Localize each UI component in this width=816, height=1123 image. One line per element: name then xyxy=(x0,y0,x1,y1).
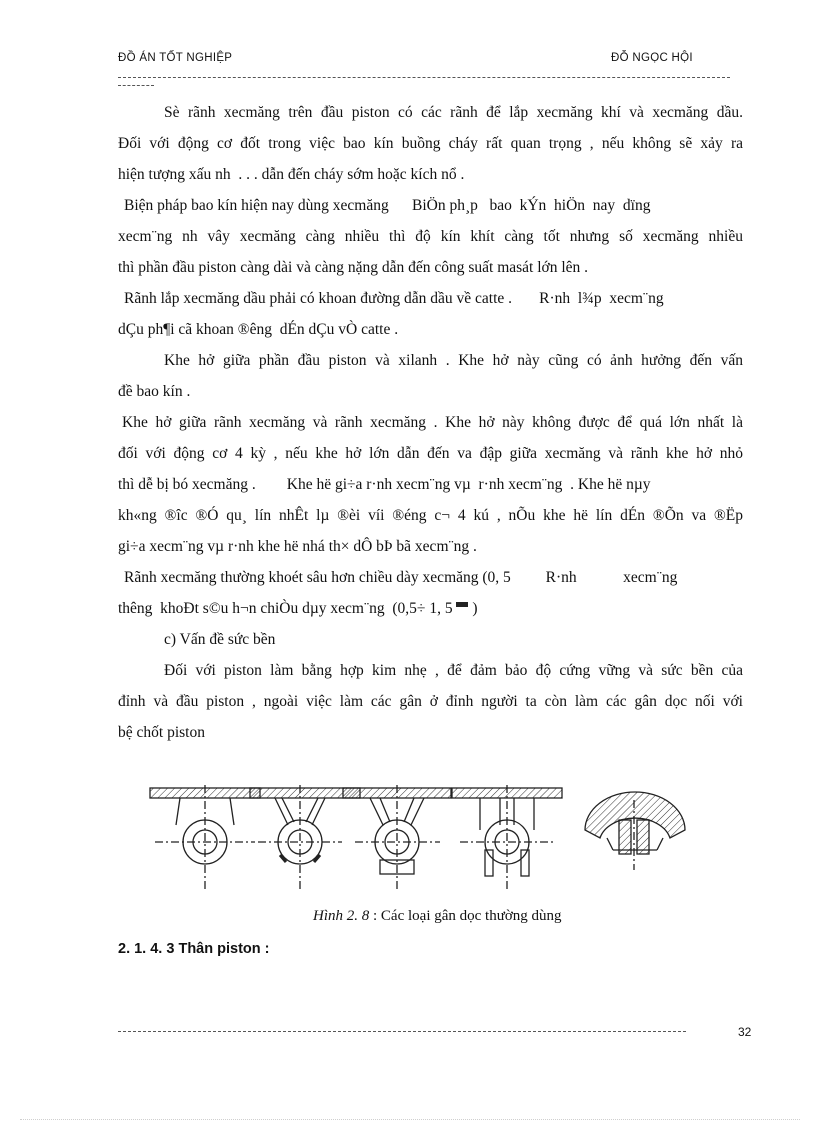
body-line: dÇu ph¶i cã khoan ®êng dÉn dÇu vÒ catte . xyxy=(118,321,399,338)
header-divider xyxy=(118,77,730,78)
body-line: Đối với piston làm bằng hợp kim nhẹ , để đảm bảo độ cứng vững và sức bền của xyxy=(164,662,743,679)
rib-type-4-drawing xyxy=(452,785,562,890)
piston-rib-figure xyxy=(140,780,700,895)
body-line: gi÷a xecm¨ng vµ r·nh khe hë nhá th× dÔ bÞ bã xecm¨ng . xyxy=(118,538,477,555)
body-line: xecm¨ng nh vây xecmăng càng nhiều thì độ kín khít càng tốt nhưng số xecmăng nhiều xyxy=(118,228,743,245)
figure-caption-label: Hình 2. 8 xyxy=(313,908,370,924)
body-line: đối với động cơ 4 kỳ , nếu khe hở lớn dẫn đến va đập giữa xecmăng và rãnh khe hở nhỏ xyxy=(118,445,743,462)
rib-type-3-drawing xyxy=(343,785,451,890)
figure-caption xyxy=(313,908,562,925)
header-left-title: ĐỒ ÁN TỐT NGHIỆP xyxy=(118,52,233,64)
rib-type-2-drawing xyxy=(250,785,360,890)
section-heading: 2. 1. 4. 3 Thân piston : xyxy=(118,941,270,957)
body-text xyxy=(118,97,743,748)
page-number: 32 xyxy=(738,1025,752,1039)
figure-caption-text: : Các loại gân dọc thường dùng xyxy=(369,908,562,924)
body-line: hiện tượng xấu nh . . . dẫn đến cháy sớm hoặc kích nổ . xyxy=(118,166,465,183)
body-line: đề bao kín . xyxy=(118,383,191,400)
body-line: kh«ng ®îc ®Ó qu¸ lín nhÊt lµ ®èi víi ®éng c¬ 4 kú , nÕu khe hë lín dÉn ®Õn va ®Ëp xyxy=(118,507,743,524)
mm-unit-mark xyxy=(456,602,468,607)
body-line: Khe hở giữa rãnh xecmăng và rãnh xecmăng . Khe hở này không được để quá lớn nhất là xyxy=(122,414,743,431)
body-line: Rãnh xecmăng thường khoét sâu hơn chiều dày xecmăng (0, 5 R·nh xecm¨ng xyxy=(124,569,678,586)
body-line: Biện pháp bao kín hiện nay dùng xecmăng BiÖn ph¸p bao kÝn hiÖn nay dïng xyxy=(124,197,651,214)
body-line xyxy=(118,593,743,624)
body-line: Khe hở giữa phần đầu piston và xilanh . Khe hở này cũng có ảnh hưởng đến vấn xyxy=(164,352,743,369)
rib-type-5-section-drawing xyxy=(585,792,685,870)
body-line: Rãnh lắp xecmăng dầu phải có khoan đường dẫn dầu về catte . R·nh l¾p xecm¨ng xyxy=(124,290,664,307)
body-line: Sè rãnh xecmăng trên đầu piston có các rãnh để lắp xecmăng khí và xecmăng dầu. xyxy=(164,104,743,121)
mm-close-paren: ) xyxy=(468,600,478,617)
body-line: thì phần đầu piston càng dài và càng nặng dẫn đến công suất masát lớn lên . xyxy=(118,259,589,276)
footer-divider xyxy=(118,1031,686,1032)
body-line: đỉnh và đầu piston , ngoài việc làm các gân ở đỉnh người ta còn làm các gân dọc nối với xyxy=(118,693,743,710)
body-line: thì dễ bị bó xecmăng . Khe hë gi÷a r·nh xecm¨ng vµ r·nh xecm¨ng . Khe hë nµy xyxy=(118,476,651,493)
header-divider-tail xyxy=(118,85,154,86)
body-line: Đối với động cơ đốt trong việc bao kín buồng cháy rất quan trọng , nếu không sẽ xảy ra xyxy=(118,135,743,152)
body-line: c) Vấn đề sức bền xyxy=(164,631,276,648)
header-right-author: ĐỖ NGỌC HỘI xyxy=(611,52,693,64)
body-line: bệ chốt piston xyxy=(118,724,205,741)
rib-type-1-drawing xyxy=(150,785,260,890)
page-edge-border xyxy=(20,1119,800,1120)
body-line-text: thêng khoÐt s©u h¬n chiÒu dµy xecm¨ng (0,5÷ 1, 5 xyxy=(118,600,457,617)
